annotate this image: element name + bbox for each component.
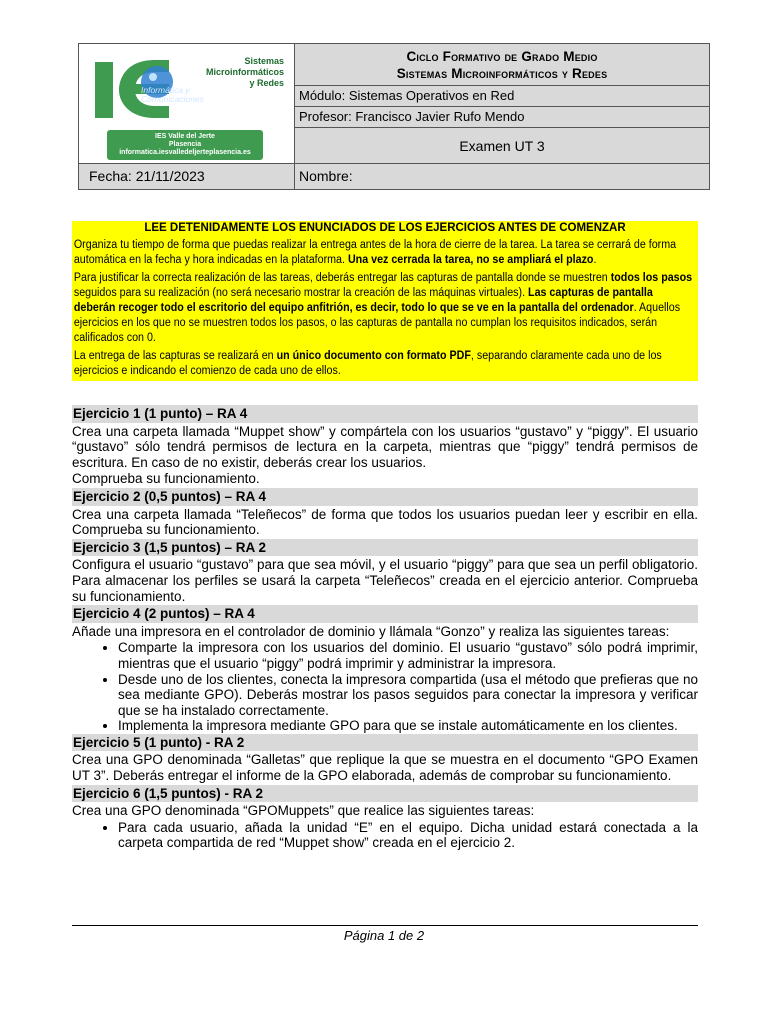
exercise-1-heading: Ejercicio 1 (1 punto) – RA 4 (72, 405, 698, 423)
page-number: Página 1 de 2 (343, 928, 425, 943)
exercise-2-heading: Ejercicio 2 (0,5 puntos) – RA 4 (72, 488, 698, 506)
exercise-6-tasks (72, 820, 698, 851)
list-item: • Para cada usuario, añada la unidad “E” en el equipo. Dicha unidad estará conectada a la carpeta compartida de red “Muppet show” creada en el ejercicio 2. (118, 820, 698, 851)
exercise-4-tasks (72, 640, 698, 734)
name-cell: Nombre: (295, 164, 709, 189)
logo-school-band: IES Valle del Jerte Plasencia informatica.iesvalledeljerteplasencia.es (107, 130, 263, 160)
logo-title: Sistemas Microinformáticos y Redes (205, 56, 284, 88)
list-item: • Implementa la impresora mediante GPO para que se instale automáticamente en los clientes. (118, 718, 698, 734)
exercise-1-text: Crea una carpeta llamada “Muppet show” y compártela con los usuarios “gustavo” y “piggy”. El usuario “gustavo” sólo tendrá permisos de lectura en la carpeta, mientras que “piggy” tendrá permisos de escritura. En caso de no existir, deberás crear los usuarios. (72, 423, 698, 470)
exercise-6-text: Crea una GPO denominada “GPOMuppets” que realice las siguientes tareas: (72, 803, 535, 819)
exercise-5-heading: Ejercicio 5 (1 punto) - RA 2 (72, 734, 698, 752)
notice-title: LEE DETENIDAMENTE LOS ENUNCIADOS DE LOS EJERCICIOS ANTES DE COMENZAR (144, 222, 626, 234)
notice-paragraph-pdf: La entrega de las capturas se realizará en un único documento con formato PDF, separando claramente cada uno de los ejercicios e indicando el comienzo de cada uno de ellos. (73, 349, 662, 377)
course-title: Ciclo Formativo de Grado Medio (406, 49, 598, 64)
exercise-2-text: Crea una carpeta llamada “Teleñecos” de forma que todos los usuarios puedan leer y escribir en ella. Comprueba su funcionamiento. (72, 506, 698, 538)
notice-paragraph-deadline: Organiza tu tiempo de forma que puedas realizar la entrega antes de la hora de cierre de la tarea. La tarea se cerrará de forma automática en la fecha y hora indicadas en la plataforma. Una vez cerrada la tarea, no se ampliará el plazo. (73, 239, 677, 267)
exercise-4-heading: Ejercicio 4 (2 puntos) – RA 4 (72, 605, 698, 623)
logo-subtitle: Informática y Comunicaciones (141, 85, 204, 104)
exercise-1-check: Comprueba su funcionamiento. (72, 471, 260, 487)
list-item: • Comparte la impresora con los usuarios del dominio. El usuario “gustavo” sólo podrá imprimir, mientras que el usuario “piggy” podrá imprimir y administrar la impresora. (118, 640, 698, 671)
notice-paragraph-screenshots: Para justificar la correcta realización de las tareas, deberás entregar las capturas de pantalla donde se muestren todos los pasos seguidos para su realización (no será necesario mostrar la creación de las máquinas virtuales). Las capturas de pantalla deberán recoger todo el escritorio del equipo anfitrión, es decir, todo lo que se ve en la pantalla del ordenador. Aquellos ejercicios en los que no se muestren todos los pasos, o las capturas de pantalla no cumplan los requisitos indicados, serán calificados con 0. (73, 271, 693, 345)
date-cell: Fecha: 21/11/2023 (79, 164, 295, 189)
header-table (78, 43, 710, 190)
module-cell: Módulo: Sistemas Operativos en Red (295, 86, 709, 107)
footer-divider (72, 925, 698, 926)
exercise-3-text: Configura el usuario “gustavo” para que sea móvil, y el usuario “piggy” para que sea un perfil obligatorio. Para almacenar los perfiles se usará la carpeta “Teleñecos” creada en el ejercicio anterior. Comprueba su funcionamiento. (72, 557, 698, 604)
exercise-4-text: Añade una impresora en el controlador de dominio y llámala “Gonzo” y realiza las siguientes tareas: (72, 623, 670, 639)
exercise-5-text: Crea una GPO denominada “Galletas” que replique la que se muestra en el documento “GPO Examen UT 3”. Deberás entregar el informe de la GPO elaborada, además de comprobar su funcionamiento. (72, 752, 698, 784)
teacher-cell: Profesor: Francisco Javier Rufo Mendo (295, 107, 709, 128)
list-item: • Desde uno de los clientes, conecta la impresora compartida (usa el método que prefieras que no sea mediante GPO). Deberás mostrar los pasos seguidos para conectar la impresora y verificar que se ha instalado correctamente. (118, 672, 698, 719)
course-title-cell (295, 44, 709, 86)
exercise-3-heading: Ejercicio 3 (1,5 puntos) – RA 2 (72, 539, 698, 557)
course-subtitle: Sistemas Microinformáticos y Redes (396, 66, 608, 81)
exercise-6-heading: Ejercicio 6 (1,5 puntos) - RA 2 (72, 785, 698, 803)
school-logo (79, 44, 295, 164)
exercise-list (72, 405, 698, 851)
exam-title-cell: Examen UT 3 (295, 128, 709, 164)
instructions-notice (72, 221, 698, 381)
